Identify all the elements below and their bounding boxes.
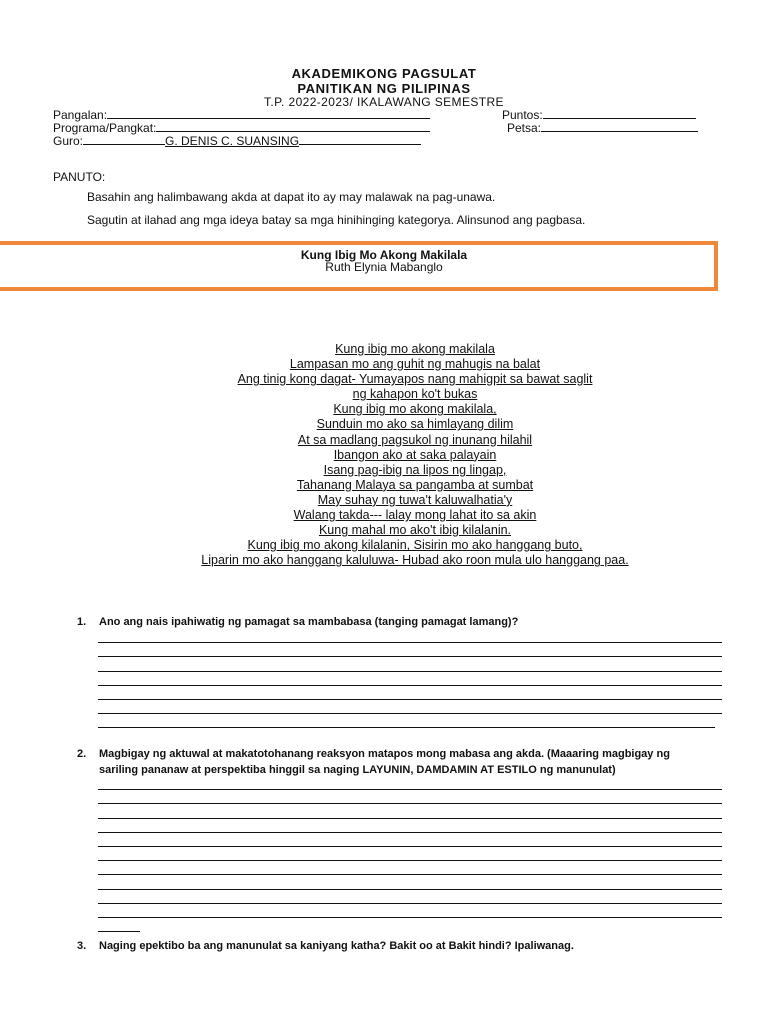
answer-line bbox=[98, 700, 722, 714]
answer-line bbox=[98, 804, 722, 818]
teacher-field bbox=[53, 133, 421, 148]
poem-line: Walang takda--- lalay mong lahat ito sa akin bbox=[293, 508, 537, 523]
answer-line bbox=[98, 776, 722, 790]
answer-line bbox=[98, 833, 722, 847]
instruction-item: Sagutin at ilahad ang mga ideya batay sa mga hinihinging kategorya. Alinsunod ang pagbasa. bbox=[87, 213, 586, 227]
answer-line bbox=[98, 875, 722, 889]
teacher-line-pre bbox=[83, 133, 165, 145]
poem-line: Kung mahal mo ako't ibig kilalanin. bbox=[318, 523, 512, 538]
poem-line: Isang pag-ibig na lipos ng lingap, bbox=[323, 462, 507, 477]
date-field[interactable] bbox=[507, 120, 698, 135]
answer-line bbox=[98, 657, 722, 671]
poem-line: Ang tinig kong dagat- Yumayapos nang mahigpit sa bawat saglit bbox=[237, 372, 593, 387]
answer-line bbox=[98, 890, 722, 904]
program-label: Programa/Pangkat: bbox=[53, 121, 157, 135]
answer-line bbox=[98, 686, 722, 700]
answer-area-1[interactable] bbox=[98, 629, 722, 728]
instruction-item: Basahin ang halimbawang akda at dapat ito ay may malawak na pag-unawa. bbox=[87, 190, 496, 204]
poem-title: Kung Ibig Mo Akong Makilala bbox=[300, 248, 468, 262]
name-line bbox=[107, 107, 430, 119]
term-label: T.P. 2022-2023/ IKALAWANG SEMESTRE bbox=[264, 95, 504, 109]
document-title: AKADEMIKONG PAGSULAT bbox=[291, 66, 477, 81]
question-2-number: 2. bbox=[77, 748, 87, 760]
poem-line: May suhay ng tuwa't kaluwalhatia'y bbox=[317, 492, 513, 507]
date-label: Petsa: bbox=[507, 121, 542, 135]
poem-line: Kung ibig mo akong kilalanin, Sisirin mo ako hanggang buto, bbox=[247, 538, 583, 553]
poem-line: Kung ibig mo akong makilala bbox=[335, 342, 495, 356]
poem-body bbox=[0, 342, 768, 568]
question-3-text: Naging epektibo ba ang manunulat sa kaniyang katha? Bakit oo at Bakit hindi? Ipaliwanag. bbox=[99, 940, 574, 952]
question-2-text-continued: sariling pananaw at perspektiba hinggil sa naging LAYUNIN, DAMDAMIN AT ESTILO ng manunulat) bbox=[99, 764, 616, 776]
answer-line bbox=[98, 918, 140, 932]
answer-line bbox=[98, 861, 722, 875]
instructions-label: PANUTO: bbox=[53, 170, 106, 184]
poem-line: At sa madlang pagsukol ng inunang hilahil bbox=[297, 432, 533, 447]
answer-line bbox=[98, 643, 722, 657]
poem-author: Ruth Elynia Mabanglo bbox=[325, 260, 443, 274]
answer-line bbox=[98, 629, 722, 643]
teacher-line-post bbox=[299, 133, 421, 145]
question-3-number: 3. bbox=[77, 940, 87, 952]
course-title: PANITIKAN NG PILIPINAS bbox=[297, 81, 471, 96]
answer-line bbox=[98, 819, 722, 833]
score-line bbox=[543, 107, 696, 119]
score-label: Puntos: bbox=[502, 108, 543, 122]
date-line bbox=[541, 120, 698, 132]
teacher-name: G. DENIS C. SUANSING bbox=[165, 134, 300, 148]
program-line bbox=[156, 120, 430, 132]
answer-line bbox=[98, 714, 715, 728]
poem-line: Sunduin mo ako sa himlayang dilim bbox=[316, 417, 514, 432]
poem-line: Liparin mo ako hanggang kaluluwa- Hubad ako roon mula ulo hanggang paa. bbox=[201, 553, 629, 568]
teacher-label: Guro: bbox=[53, 134, 84, 148]
answer-line bbox=[98, 904, 722, 918]
poem-line: ng kahapon ko't bukas bbox=[352, 387, 478, 402]
question-1-text: Ano ang nais ipahiwatig ng pamagat sa mambabasa (tanging pamagat lamang)? bbox=[99, 616, 519, 628]
poem-line: Tahanang Malaya sa pangamba at sumbat bbox=[296, 477, 534, 492]
question-1-number: 1. bbox=[77, 616, 87, 628]
answer-line bbox=[98, 847, 722, 861]
poem-line: Ibangon ako at saka palayain bbox=[333, 447, 497, 462]
poem-line: Kung ibig mo akong makilala, bbox=[333, 402, 497, 417]
answer-area-2[interactable] bbox=[98, 776, 722, 932]
poem-line: Lampasan mo ang guhit ng mahugis na balat bbox=[289, 357, 541, 372]
answer-line bbox=[98, 672, 722, 686]
name-label: Pangalan: bbox=[53, 108, 108, 122]
answer-line bbox=[98, 790, 722, 804]
question-2-text: Magbigay ng aktuwal at makatotohanang reaksyon matapos mong mabasa ang akda. (Maaaring magbigay ng bbox=[99, 748, 670, 760]
